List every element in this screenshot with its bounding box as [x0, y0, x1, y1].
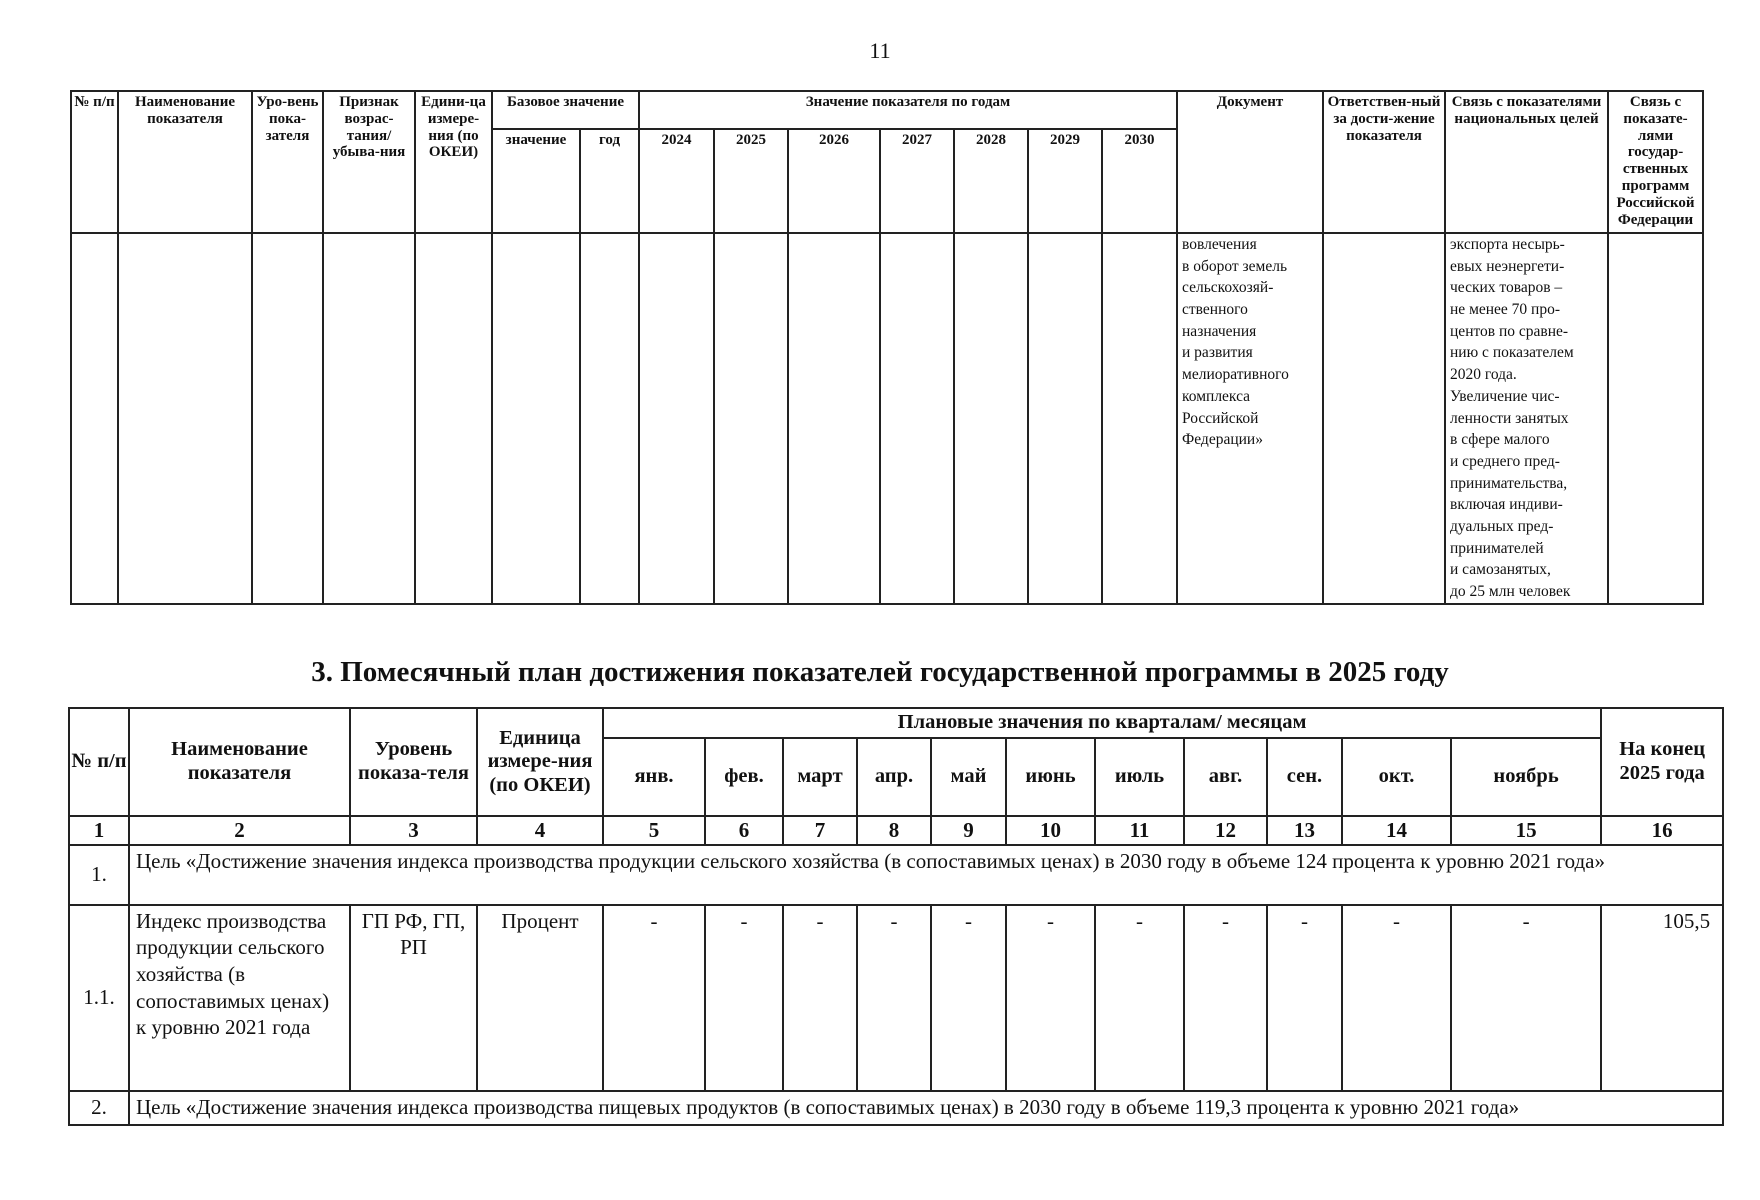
header-year: 2028 — [954, 129, 1028, 233]
cell-empty — [1608, 233, 1703, 604]
document-cell — [1177, 233, 1323, 604]
month-value: - — [857, 905, 931, 1091]
month-value: - — [1006, 905, 1095, 1091]
cell-empty — [118, 233, 252, 604]
column-number: 2 — [129, 816, 350, 845]
month-value: - — [705, 905, 783, 1091]
column-number: 6 — [705, 816, 783, 845]
goal-text: Цель «Достижение значения индекса производства продукции сельского хозяйства (в сопоставимых ценах) в 2030 году в объеме 124 процента к уровню 2021 года» — [129, 845, 1723, 905]
document-line: и развития — [1182, 344, 1253, 362]
national-line: дуальных пред- — [1450, 517, 1554, 535]
header-year: 2027 — [880, 129, 954, 233]
month-value: - — [1267, 905, 1342, 1091]
column-number: 11 — [1095, 816, 1184, 845]
header-year: 2025 — [714, 129, 788, 233]
goal-row — [69, 845, 1723, 905]
national-line: и среднего пред- — [1450, 452, 1560, 470]
column-number: 1 — [69, 816, 129, 845]
header-month: март — [783, 738, 857, 816]
header-sign: Признак возрас-тания/ убыва-ния — [323, 91, 415, 233]
indicator-level: ГП РФ, ГП, РП — [350, 905, 477, 1091]
header-link-gov: Связь с показате-лями государ-ственных программ Российской Федерации — [1608, 91, 1703, 233]
cell-empty — [880, 233, 954, 604]
indicator-unit: Процент — [477, 905, 603, 1091]
national-line: включая индиви- — [1450, 496, 1563, 514]
goal-text: Цель «Достижение значения индекса производства пищевых продуктов (в сопоставимых ценах) в 2030 году в объеме 119,3 процента к уровню 2021 года» — [129, 1091, 1723, 1125]
cell-empty — [1323, 233, 1445, 604]
document-line: комплекса — [1182, 387, 1251, 405]
header-name: Наименование показателя — [118, 91, 252, 233]
header-month: окт. — [1342, 738, 1451, 816]
cell-empty — [788, 233, 880, 604]
indicator-number: 1.1. — [69, 905, 129, 1091]
header-document: Документ — [1177, 91, 1323, 233]
cell-empty — [252, 233, 323, 604]
month-value: - — [1184, 905, 1267, 1091]
indicators-table — [70, 90, 1704, 605]
national-line: 2020 года. — [1450, 366, 1517, 384]
column-number: 7 — [783, 816, 857, 845]
document-line: сельскохозяй- — [1182, 279, 1274, 297]
end-of-year-value: 105,5 — [1601, 905, 1723, 1091]
cell-empty — [639, 233, 714, 604]
national-line: ческих товаров – — [1450, 279, 1563, 297]
month-value: - — [783, 905, 857, 1091]
month-value: - — [1095, 905, 1184, 1091]
header-unit: Единица измере-ния (по ОКЕИ) — [477, 708, 603, 816]
national-line: принимателей — [1450, 539, 1544, 557]
column-number: 5 — [603, 816, 705, 845]
table-row — [71, 233, 1703, 604]
column-number: 3 — [350, 816, 477, 845]
header-plan-group: Плановые значения по кварталам/ месяцам — [603, 708, 1601, 738]
goal-number: 2. — [69, 1091, 129, 1125]
document-line: вовлечения — [1182, 236, 1257, 253]
column-number: 8 — [857, 816, 931, 845]
header-base-value: значение — [492, 129, 580, 233]
national-line: Увеличение чис- — [1450, 387, 1560, 405]
page-number: 11 — [869, 38, 891, 63]
column-number: 15 — [1451, 816, 1601, 845]
header-base-year: год — [580, 129, 639, 233]
document-line: в оборот земель — [1182, 257, 1288, 275]
month-value: - — [1451, 905, 1601, 1091]
goal-row — [69, 1091, 1723, 1125]
header-level: Уро-вень пока-зателя — [252, 91, 323, 233]
national-line: экспорта несырь- — [1450, 236, 1565, 253]
cell-empty — [714, 233, 788, 604]
header-level: Уровень показа-теля — [350, 708, 477, 816]
column-number: 13 — [1267, 816, 1342, 845]
header-unit: Едини-ца измере-ния (по ОКЕИ) — [415, 91, 492, 233]
header-month: май — [931, 738, 1006, 816]
header-no: № п/п — [69, 708, 129, 816]
monthly-plan-table — [68, 707, 1724, 1126]
header-end: На конец 2025 года — [1601, 708, 1723, 816]
header-link-national: Связь с показателями национальных целей — [1445, 91, 1608, 233]
column-number: 16 — [1601, 816, 1723, 845]
goal-number: 1. — [69, 845, 129, 905]
section-title: 3. Помесячный план достижения показателей государственной программы в 2025 году — [311, 656, 1449, 688]
national-line: не менее 70 про- — [1450, 301, 1561, 319]
header-month: апр. — [857, 738, 931, 816]
national-line: ленности занятых — [1450, 409, 1569, 427]
header-month: авг. — [1184, 738, 1267, 816]
cell-empty — [71, 233, 118, 604]
header-name: Наименование показателя — [129, 708, 350, 816]
document-line: назначения — [1182, 322, 1257, 340]
column-numbers-row — [69, 816, 1723, 845]
month-value: - — [1342, 905, 1451, 1091]
cell-empty — [580, 233, 639, 604]
national-line: евых неэнергети- — [1450, 257, 1565, 275]
cell-empty — [1028, 233, 1102, 604]
month-value: - — [931, 905, 1006, 1091]
column-number: 4 — [477, 816, 603, 845]
cell-empty — [323, 233, 415, 604]
header-year: 2024 — [639, 129, 714, 233]
national-line: принимательства, — [1450, 474, 1568, 492]
column-number: 10 — [1006, 816, 1095, 845]
cell-empty — [415, 233, 492, 604]
header-responsible: Ответствен-ный за дости-жение показателя — [1323, 91, 1445, 233]
header-month: ноябрь — [1451, 738, 1601, 816]
header-month: сен. — [1267, 738, 1342, 816]
column-number: 12 — [1184, 816, 1267, 845]
cell-empty — [954, 233, 1028, 604]
header-month: июль — [1095, 738, 1184, 816]
indicator-row — [69, 905, 1723, 1091]
national-line: и самозанятых, — [1450, 561, 1551, 579]
document-line: мелиоративного — [1182, 366, 1289, 384]
cell-empty — [492, 233, 580, 604]
header-base: Базовое значение — [492, 91, 639, 129]
national-line: нию с показателем — [1450, 344, 1574, 362]
header-year: 2026 — [788, 129, 880, 233]
indicator-name: Индекс производства продукции сельского хозяйства (в сопоставимых ценах) к уровню 2021 года — [129, 905, 350, 1091]
document-line: Федерации» — [1182, 431, 1263, 449]
document-line: ственного — [1182, 301, 1248, 319]
column-number: 9 — [931, 816, 1006, 845]
header-month: фев. — [705, 738, 783, 816]
header-month: янв. — [603, 738, 705, 816]
header-no: № п/п — [71, 91, 118, 233]
national-goals-cell — [1445, 233, 1608, 604]
header-month: июнь — [1006, 738, 1095, 816]
national-line: в сфере малого — [1450, 431, 1550, 449]
document-line: Российской — [1182, 409, 1259, 427]
column-number: 14 — [1342, 816, 1451, 845]
month-value: - — [603, 905, 705, 1091]
national-line: до 25 млн человек — [1450, 583, 1571, 600]
national-line: центов по сравне- — [1450, 322, 1569, 340]
header-years-group: Значение показателя по годам — [639, 91, 1177, 129]
header-year: 2029 — [1028, 129, 1102, 233]
cell-empty — [1102, 233, 1177, 604]
header-year: 2030 — [1102, 129, 1177, 233]
